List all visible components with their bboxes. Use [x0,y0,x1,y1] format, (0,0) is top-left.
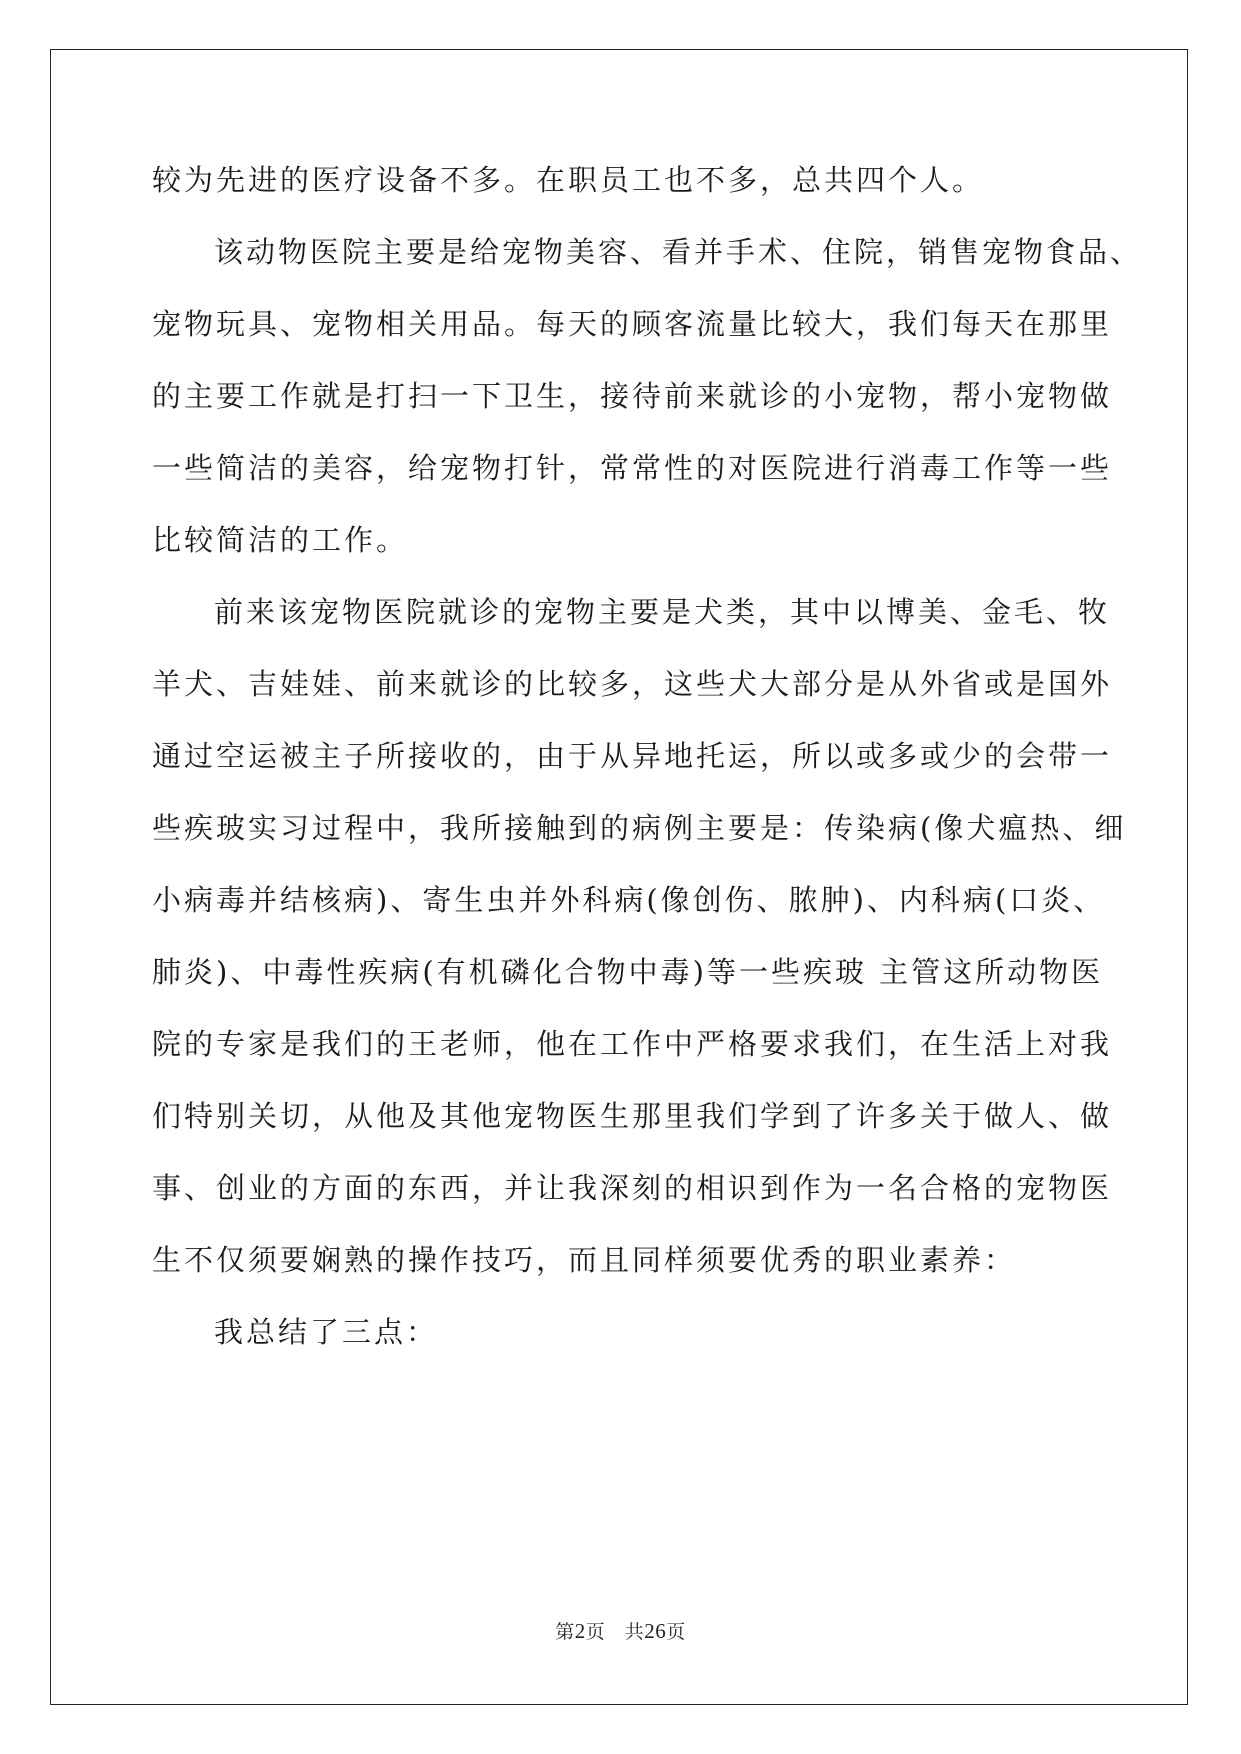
page-label-mid: 页 共 [585,1621,645,1643]
page-footer [0,1617,1241,1644]
text-line: 比较简洁的工作。 [152,523,409,557]
page-number: 2 [574,1619,586,1643]
page-label-prefix: 第 [555,1621,575,1643]
text-line: 该动物医院主要是给宠物美容、看并手术、住院，销售宠物食品、 [214,235,1143,269]
text-line: 前来该宠物医院就诊的宠物主要是犬类，其中以博美、金毛、牧 [214,595,1111,629]
text-line: 们特别关切，从他及其他宠物医生那里我们学到了许多关于做人、做 [152,1099,1113,1133]
text-line: 小病毒并结核病)、寄生虫并外科病(像创伤、脓肿)、内科病(口炎、 [152,883,1106,917]
text-line: 肺炎)、中毒性疾病(有机磷化合物中毒)等一些疾玻 主管这所动物医 [152,955,1104,989]
text-line: 宠物玩具、宠物相关用品。每天的顾客流量比较大，我们每天在那里 [152,307,1113,341]
page-border [50,49,1188,1705]
text-line: 较为先进的医疗设备不多。在职员工也不多，总共四个人。 [152,163,985,197]
page-label-suffix: 页 [666,1621,686,1643]
text-line: 些疾玻实习过程中，我所接触到的病例主要是：传染病(像犬瘟热、细 [152,811,1127,845]
text-line: 的主要工作就是打扫一下卫生，接待前来就诊的小宠物，帮小宠物做 [152,379,1113,413]
text-line: 通过空运被主子所接收的，由于从异地托运，所以或多或少的会带一 [152,739,1113,773]
text-line: 一些简洁的美容，给宠物打针，常常性的对医院进行消毒工作等一些 [152,451,1113,485]
text-line: 我总结了三点： [214,1315,439,1349]
text-line: 羊犬、吉娃娃、前来就诊的比较多，这些犬大部分是从外省或是国外 [152,667,1113,701]
text-line: 事、创业的方面的东西，并让我深刻的相识到作为一名合格的宠物医 [152,1171,1113,1205]
page-total: 26 [644,1619,667,1643]
text-line: 生不仅须要娴熟的操作技巧，而且同样须要优秀的职业素养： [152,1243,1017,1277]
text-line: 院的专家是我们的王老师，他在工作中严格要求我们，在生活上对我 [152,1027,1113,1061]
